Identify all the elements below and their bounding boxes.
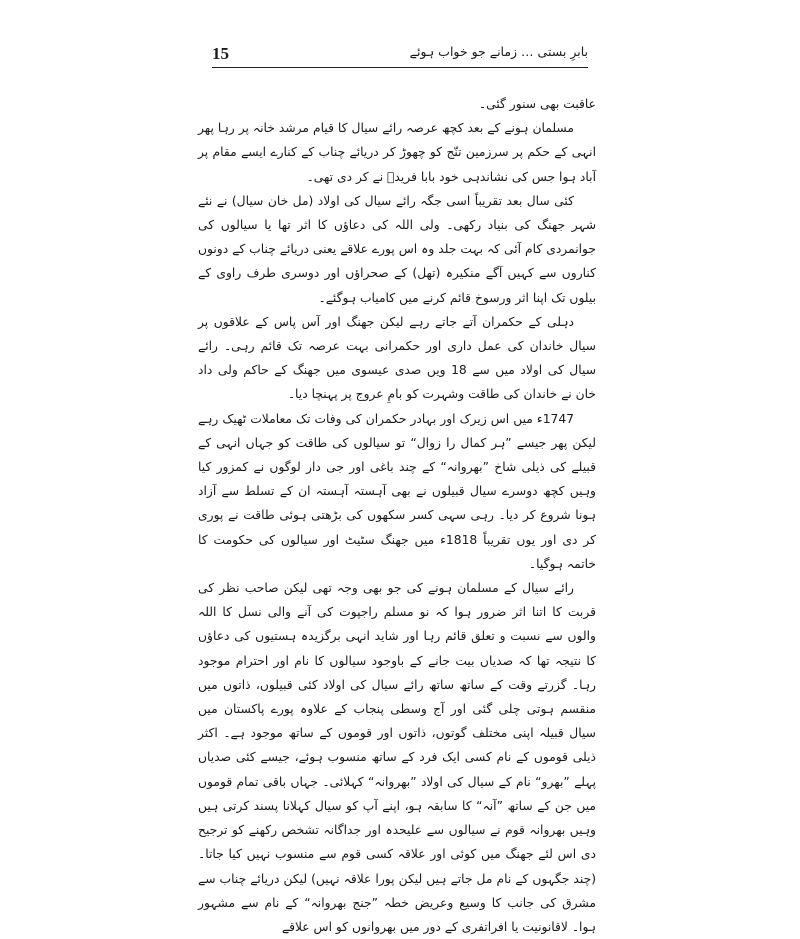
paragraph-5: 1747ء میں اس زیرک اور بہادر حکمران کی وفات تک معاملات ٹھیک رہے لیکن پھر جیسے ”ہر کمال را زوال“ تو سیالوں کی طاقت کو جہاں انہی کے قبیلے کی ذیلی شاخ ”بھروانہ“ کے چند باغی اور جی دار لوگوں نے کمزور کیا وہیں کچھ دوسرے سیال قبیلوں نے بھی آہستہ آہستہ ان کے تسلط سے آزاد ہونا شروع کر دیا۔ رہی سہی کسر سکھوں کی بڑھتی ہوئی طاقت نے پوری کر دی اور یوں تقریباً 1818ء میں جھنگ سٹیٹ اور سیالوں کی حکومت کا خاتمہ ہوگیا۔ xyxy=(198,411,596,571)
paragraph-2: مسلمان ہونے کے بعد کچھ عرصہ رائے سیال کا قیام مرشد خانہ پر رہا پھر انہی کے حکم پر سرزمین تنّج کو چھوڑ کر دریائے چناب کے کنارے ایسے مقام پر آباد ہوا جس کی نشاندہی خود بابا فریدؒ نے کر دی تھی۔ xyxy=(198,121,596,184)
body-text xyxy=(198,92,596,939)
running-title: بابرِ بستی … زمانے جو خواب ہوئے xyxy=(409,44,588,59)
page-header xyxy=(212,40,588,70)
page-number: 15 xyxy=(212,44,229,63)
header-rule xyxy=(212,67,588,68)
paragraph-3: کئی سال بعد تقریباً اسی جگہ رائے سیال کی اولاد (مل خان سیال) نے نئے شہر جھنگ کی بنیاد رکھی۔ ولی اللہ کی دعاؤں کا اثر تھا یا سیالوں کی جوانمردی کام آئی کہ بہت جلد وہ اس پورے علاقے یعنی دریائے چناب کے دونوں کناروں سے کہیں آگے منکیرہ (تھل) کے صحراؤں اور دوسری طرف راوی کے بیلوں تک اپنا اثر ورسوخ قائم کرنے میں کامیاب ہوگئے۔ xyxy=(198,193,596,305)
paragraph-6: رائے سیال کے مسلمان ہونے کی جو بھی وجہ تھی لیکن صاحب نظر کی قربت کا اتنا اثر ضرور ہوا کہ نو مسلم راجپوت کی آنے والی نسل کا اللہ والوں سے نسبت و تعلق قائم رہا اور شاید انہی برگزیدہ ہستیوں کی دعاؤں کا نتیجہ تھا کہ صدیاں بیت جانے کے باوجود سیالوں کا نام اور احترام موجود رہا۔ گزرتے وقت کے ساتھ ساتھ رائے سیال کی اولاد کئی قبیلوں، ذاتوں میں منقسم ہوتی چلی گئی اور آج وسطی پنجاب کے علاوہ پورے پاکستان میں سیال قبیلہ اپنی مختلف گوتوں، ذاتوں اور قوموں کے ساتھ موجود ہے۔ اکثر ذیلی قوموں کے نام کسی ایک فرد کے ساتھ منسوب ہوئے، جیسے کئی صدیاں پہلے ”بھرو“ نام کے سیال کی اولاد ”بھروانہ“ کہلائی۔ جہاں باقی تمام قوموں میں جن کے ساتھ ”آنہ“ کا سابقہ ہو، اپنے آپ کو سیال کہلانا پسند کرتی ہیں وہیں بھروانہ قوم نے سیالوں سے علیحدہ اور جداگانہ تشخص رکھنے کو ترجیح دی اس لئے جھنگ میں کوئی اور علاقہ کسی قوم سے منسوب نہیں کیا جاتا۔ (چند جگہوں کے نام مل جاتے ہیں لیکن پورا علاقہ نہیں) لیکن دریائے چناب سے مشرق کی جانب کا وسیع وعریض خطہ ”جنج بھروانہ“ کے نام سے مشہور ہوا۔ لاقانونیت یا افراتفری کے دور میں بھروانوں کو اس علاقے xyxy=(198,581,596,934)
paragraph-1: عاقبت بھی سنور گئی۔ xyxy=(478,97,596,111)
paragraph-4: دہلی کے حکمران آتے جاتے رہے لیکن جھنگ اور آس پاس کے علاقوں پر سیال خاندان کی عمل داری اور حکمرانی بہت عرصہ تک قائم رہی۔ رائے سیال کی اولاد میں سے 18 ویں صدی عیسوی میں جھنگ کے حاکم ولی داد خان نے خاندان کی طاقت وشہرت کو بامِ عروج پر پہنچا دیا۔ xyxy=(198,314,597,402)
